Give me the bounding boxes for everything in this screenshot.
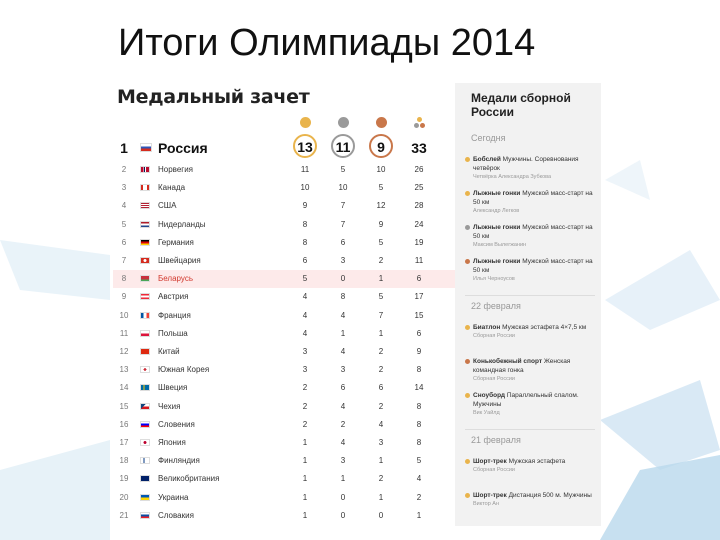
flag-se-icon [140,384,150,391]
flag-at-icon [140,293,150,300]
event-sport: Лыжные гонки [473,258,521,265]
bronze-count: 2 [378,365,384,375]
silver-count: 4 [340,401,346,411]
silver-count: 4 [340,347,346,356]
bronze-count: 1 [378,328,384,338]
bronze-count: 5 [378,237,384,247]
event-description: Мужской масс-старт на 50 км [473,224,593,240]
bronze-count: 5 [378,292,384,302]
table-row[interactable] [113,179,455,197]
medal-dot-icon [465,359,470,364]
silver-count: 0 [340,492,346,502]
silver-count: 6 [340,383,346,393]
country-name: Россия [158,140,208,156]
country-name: Швеция [158,383,188,393]
total-count: 8 [416,438,422,447]
event-text [473,223,599,250]
event-athlete: Александр Легков [473,208,520,214]
gold-count: 1 [302,438,308,447]
silver-count: 8 [340,292,346,302]
event-sport: Шорт-трек [473,458,507,465]
silver-count: 4 [340,310,346,320]
rank: 19 [119,474,129,484]
table-row[interactable] [113,434,455,452]
rank: 12 [119,347,129,356]
bronze-count: 1 [378,274,384,284]
medals-panel [113,83,601,526]
total-count: 14 [414,383,424,393]
total-count: 19 [414,237,424,247]
event-sport: Бобслей [473,156,501,163]
event-sport: Шорт-трек [473,492,507,499]
event-description: Мужская эстафета [508,458,566,465]
gold-count: 3 [302,347,308,356]
gold-count: 8 [302,219,308,229]
silver-count: 0 [340,510,346,520]
gold-count: 5 [302,274,308,284]
rank: 21 [119,510,129,520]
flag-sk-icon [140,512,150,519]
event-description: Мужской масс-старт на 50 км [473,258,593,274]
event-sport: Сноуборд [473,392,506,399]
event-athlete: Сборная России [473,467,515,473]
flag-no-icon [140,166,150,173]
total-count: 24 [414,219,424,229]
rank: 14 [119,383,129,393]
flag-ch-icon [140,257,150,264]
gold-count: 4 [302,310,308,320]
event-sport: Лыжные гонки [473,224,521,231]
country-name: Польша [158,328,188,338]
gold-count: 6 [302,256,308,265]
bronze-medal-icon [376,117,387,128]
table-row[interactable] [113,361,455,379]
gold-count: 1 [302,474,308,484]
gold-count: 4 [302,292,308,302]
flag-by-icon [140,275,150,282]
rank: 2 [121,165,127,174]
event-description: Параллельный слалом. Мужчины [473,392,579,408]
total-count: 33 [411,140,427,156]
table-row[interactable] [113,379,455,397]
event-description: Мужчины. Соревнования четвёрок [473,156,579,172]
event-sport: Конькобежный спорт [473,358,543,365]
medal-dot-icon [465,493,470,498]
medal-dot-icon [465,393,470,398]
gold-count: 11 [300,165,310,174]
gold-count: 1 [302,456,308,466]
total-medals-icon [414,117,426,129]
silver-count: 10 [338,183,348,193]
sidebar-title: Медали сборной России [471,91,571,119]
medal-dot-icon [465,157,470,162]
gold-count: 10 [300,183,310,193]
medal-dot-icon [465,191,470,196]
flag-pl-icon [140,330,150,337]
rank: 16 [119,419,129,429]
total-count: 6 [416,274,422,284]
country-name: Украина [158,492,189,502]
flag-ua-icon [140,494,150,501]
rank: 6 [121,237,127,247]
silver-count: 3 [340,456,346,466]
bronze-count: 2 [378,401,384,411]
country-name: США [158,201,177,211]
bronze-count: 2 [378,256,384,265]
silver-count: 3 [340,365,346,375]
rank: 7 [121,256,127,265]
silver-count: 6 [340,237,346,247]
country-name: Великобритания [158,474,220,484]
table-row[interactable] [113,270,455,288]
table-row[interactable] [113,452,455,470]
silver-medal-icon [338,117,349,128]
silver-count: 1 [340,474,346,484]
rank: 10 [119,310,129,320]
gold-count: 4 [302,328,308,338]
silver-count: 4 [340,438,346,447]
country-name: Словакия [158,510,194,520]
rank: 13 [119,365,129,375]
silver-count: 1 [340,328,346,338]
flag-fr-icon [140,312,150,319]
total-count: 8 [416,401,422,411]
medal-dot-icon [465,325,470,330]
silver-count: 2 [340,419,346,429]
event-text [473,257,599,284]
country-name: Япония [158,438,186,447]
country-name: Чехия [158,401,181,411]
bronze-count: 0 [378,510,384,520]
country-name: Франция [158,310,191,320]
rank: 3 [121,183,127,193]
silver-count: 0 [340,274,346,284]
rank: 20 [119,492,129,502]
event-athlete: Сборная России [473,376,515,382]
flag-cz-icon [140,403,150,410]
country-name: Норвегия [158,165,194,174]
total-count: 17 [414,292,424,302]
medal-dot-icon [465,459,470,464]
country-name: Беларусь [158,274,193,284]
bronze-count: 6 [378,383,384,393]
rank: 8 [121,274,127,284]
section-divider [465,295,595,296]
gold-count: 2 [302,383,308,393]
event-text [473,189,599,216]
total-count: 1 [416,510,422,520]
gold-count: 1 [302,492,308,502]
event-text [473,155,599,182]
flag-cn-icon [140,348,150,355]
bronze-count: 2 [378,347,384,356]
bronze-count: 1 [378,456,384,466]
bronze-count: 10 [376,165,386,174]
event-sport: Лыжные гонки [473,190,521,197]
flag-fi-icon [140,457,150,464]
rank: 9 [121,292,127,302]
rank: 11 [119,328,129,338]
flag-nl-icon [140,221,150,228]
event-athlete: Четвёрка Александра Зубкова [473,174,552,180]
table-row[interactable] [113,343,455,361]
gold-medal-icon [300,117,311,128]
gold-count: 8 [302,237,308,247]
event-athlete: Максим Вылегжанин [473,242,527,248]
table-row[interactable] [113,135,455,161]
table-row[interactable] [113,470,455,488]
table-row[interactable] [113,234,455,252]
flag-us-icon [140,202,150,209]
event-description: Мужская эстафета 4×7,5 км [502,324,587,331]
gold-count: 1 [302,510,308,520]
flag-gb-icon [140,475,150,482]
event-athlete: Виктор Ан [473,501,500,507]
section-date-label: Сегодня [471,133,506,143]
silver-count: 11 [331,134,355,158]
event-text [473,457,599,475]
country-name: Южная Корея [158,365,210,375]
flag-ru-icon [140,143,152,152]
russia-medals-sidebar [455,83,601,526]
table-row[interactable] [113,507,455,525]
table-row[interactable] [113,325,455,343]
table-row[interactable] [113,398,455,416]
country-name: Финляндия [158,456,200,466]
event-athlete: Илья Черноусов [473,276,515,282]
event-athlete: Вик Уайлд [473,410,500,416]
country-name: Германия [158,237,194,247]
event-text [473,491,599,509]
total-count: 8 [416,419,422,429]
medal-dot-icon [465,225,470,230]
rank: 4 [121,201,127,211]
silver-count: 7 [340,201,346,211]
total-count: 26 [414,165,424,174]
silver-count: 3 [340,256,346,265]
bronze-count: 9 [378,219,384,229]
country-name: Австрия [158,292,189,302]
gold-count: 13 [293,134,317,158]
rank: 17 [119,438,129,447]
bronze-count: 3 [378,438,384,447]
bronze-count: 2 [378,474,384,484]
total-count: 11 [414,256,424,265]
slide-title: Итоги Олимпиады 2014 [118,22,536,64]
flag-si-icon [140,421,150,428]
country-name: Канада [158,183,186,193]
rank: 1 [120,140,128,156]
medals-title: Медальный зачет [117,86,310,108]
event-athlete: Сборная России [473,333,515,339]
country-name: Китай [158,347,180,356]
total-count: 4 [416,474,422,484]
table-row[interactable] [113,216,455,234]
gold-count: 9 [302,201,308,211]
event-sport: Биатлон [473,324,501,331]
bronze-count: 9 [369,134,393,158]
table-row[interactable] [113,307,455,325]
gold-count: 2 [302,401,308,411]
event-description: Дистанция 500 м. Мужчины [508,492,592,499]
table-row[interactable] [113,489,455,507]
total-count: 28 [414,201,424,211]
rank: 5 [121,219,127,229]
table-row[interactable] [113,288,455,306]
bronze-count: 1 [378,492,384,502]
section-divider [465,429,595,430]
section-date-label: 21 февраля [471,435,521,445]
rank: 18 [119,456,129,466]
medal-dot-icon [465,259,470,264]
gold-count: 3 [302,365,308,375]
country-name: Нидерланды [158,219,206,229]
flag-kr-icon [140,366,150,373]
silver-count: 5 [340,165,346,174]
total-count: 5 [416,456,422,466]
total-count: 15 [414,310,424,320]
flag-de-icon [140,239,150,246]
country-name: Швейцария [158,256,201,265]
country-name: Словения [158,419,195,429]
table-row[interactable] [113,416,455,434]
event-text [473,323,599,341]
total-count: 9 [416,347,422,356]
bronze-count: 12 [376,201,386,211]
table-row[interactable] [113,197,455,215]
bronze-count: 4 [378,419,384,429]
total-count: 25 [414,183,424,193]
section-date-label: 22 февраля [471,301,521,311]
event-text [473,391,599,418]
flag-ca-icon [140,184,150,191]
silver-count: 7 [340,219,346,229]
bronze-count: 5 [378,183,384,193]
total-count: 6 [416,328,422,338]
medal-standings [113,83,455,526]
event-text [473,357,599,384]
event-description: Женская командная гонка [473,358,571,374]
gold-count: 2 [302,419,308,429]
total-count: 2 [416,492,422,502]
bronze-count: 7 [378,310,384,320]
flag-jp-icon [140,439,150,446]
total-count: 8 [416,365,422,375]
rank: 15 [119,401,129,411]
event-description: Мужской масс-старт на 50 км [473,190,593,206]
table-row[interactable] [113,161,455,179]
table-row[interactable] [113,252,455,270]
